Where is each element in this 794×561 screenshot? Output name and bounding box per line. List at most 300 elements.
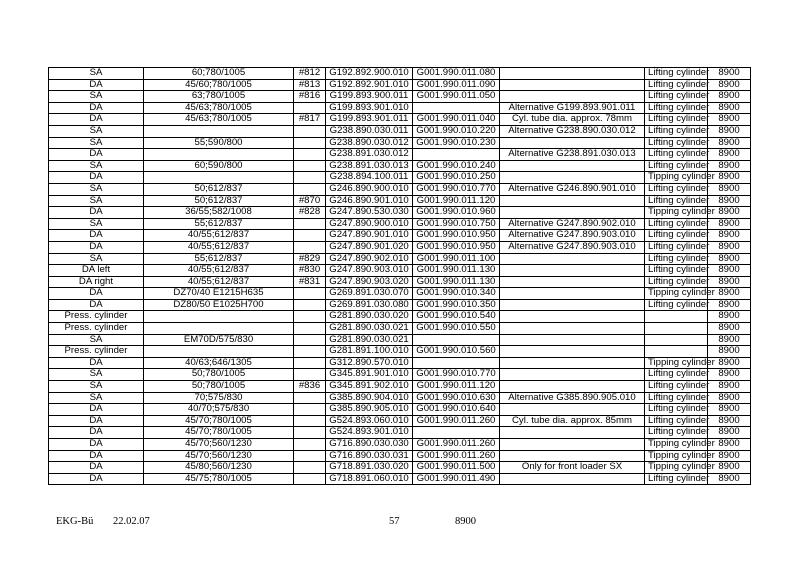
table-cell: G312.890.570.010	[326, 357, 413, 369]
table-cell: #828	[294, 207, 326, 219]
table-cell	[500, 137, 645, 149]
table-row	[49, 230, 751, 242]
table-cell: Tipping cylinder	[645, 207, 708, 219]
table-row	[49, 392, 751, 404]
table-cell: SA	[49, 334, 144, 346]
table-cell: Lifting cylinder	[645, 369, 708, 381]
table-row	[49, 381, 751, 393]
table-cell: DZ70/40 E1215H635	[144, 288, 294, 300]
table-row	[49, 265, 751, 277]
table-cell: G001.990.011.050	[413, 91, 500, 103]
table-cell: DA	[49, 114, 144, 126]
table-cell: SA	[49, 381, 144, 393]
table-cell: 8900	[708, 79, 751, 91]
table-cell: 8900	[708, 183, 751, 195]
table-cell: G385.890.905.010	[326, 404, 413, 416]
table-cell: G001.990.010.770	[413, 183, 500, 195]
table-row	[49, 79, 751, 91]
table-cell: DA	[49, 439, 144, 451]
table-cell: Tipping cylinder	[645, 172, 708, 184]
table-cell: DA	[49, 462, 144, 474]
table-cell: Lifting cylinder	[645, 183, 708, 195]
table-cell: Lifting cylinder	[645, 195, 708, 207]
table-cell	[294, 102, 326, 114]
table-cell	[645, 334, 708, 346]
table-cell	[500, 172, 645, 184]
table-cell: Lifting cylinder	[645, 79, 708, 91]
table-cell: 8900	[708, 218, 751, 230]
table-cell: SA	[49, 195, 144, 207]
table-cell: #830	[294, 265, 326, 277]
table-cell: DA	[49, 241, 144, 253]
table-cell	[294, 439, 326, 451]
table-cell: Alternative G247.890.903.010	[500, 241, 645, 253]
table-cell: G247.890.902.010	[326, 253, 413, 265]
table-cell: 36/55;582/1008	[144, 207, 294, 219]
table-row	[49, 253, 751, 265]
table-cell: 45/60;780/1005	[144, 79, 294, 91]
table-cell: Lifting cylinder	[645, 473, 708, 485]
table-cell: 40/55;612/837	[144, 276, 294, 288]
table-row	[49, 160, 751, 172]
table-cell	[144, 311, 294, 323]
table-cell: G001.990.011.100	[413, 253, 500, 265]
table-cell: Lifting cylinder	[645, 415, 708, 427]
table-row	[49, 114, 751, 126]
table-cell: DA	[49, 404, 144, 416]
table-cell: DA	[49, 230, 144, 242]
table-cell: G001.990.010.340	[413, 288, 500, 300]
table-cell: G001.990.011.040	[413, 114, 500, 126]
table-cell: Cyl. tube dia. approx. 85mm	[500, 415, 645, 427]
table-cell: Lifting cylinder	[645, 241, 708, 253]
table-cell: G001.990.010.630	[413, 392, 500, 404]
table-cell: G238.894.100.011	[326, 172, 413, 184]
table-cell: 45/80;560/1230	[144, 462, 294, 474]
table-cell	[294, 473, 326, 485]
table-cell: SA	[49, 369, 144, 381]
table-cell: 55;612/837	[144, 218, 294, 230]
table-cell	[645, 323, 708, 335]
table-cell: #813	[294, 79, 326, 91]
table-row	[49, 473, 751, 485]
table-cell	[294, 427, 326, 439]
table-cell: Alternative G199.893.901.011	[500, 102, 645, 114]
table-cell: 8900	[708, 125, 751, 137]
table-cell: 8900	[708, 415, 751, 427]
table-cell: 8900	[708, 149, 751, 161]
table-cell: G269.891.030.070	[326, 288, 413, 300]
table-cell: Lifting cylinder	[645, 276, 708, 288]
table-cell: 8900	[708, 323, 751, 335]
table-cell: DA	[49, 207, 144, 219]
parts-table	[48, 67, 751, 485]
table-cell: G238.891.030.012	[326, 149, 413, 161]
table-cell	[500, 346, 645, 358]
table-cell	[294, 450, 326, 462]
table-cell: G247.890.903.010	[326, 265, 413, 277]
table-cell	[645, 346, 708, 358]
table-cell: Lifting cylinder	[645, 137, 708, 149]
table-cell: G001.990.010.950	[413, 230, 500, 242]
table-cell: DA	[49, 415, 144, 427]
table-cell: G001.990.011.260	[413, 415, 500, 427]
table-cell: Press. cylinder	[49, 323, 144, 335]
table-cell	[500, 299, 645, 311]
table-row	[49, 288, 751, 300]
table-cell: #812	[294, 68, 326, 80]
table-cell	[413, 334, 500, 346]
table-cell: #870	[294, 195, 326, 207]
table-cell: 8900	[708, 172, 751, 184]
table-cell	[294, 404, 326, 416]
table-row	[49, 276, 751, 288]
table-cell: G001.990.011.500	[413, 462, 500, 474]
table-cell	[500, 265, 645, 277]
table-cell	[144, 172, 294, 184]
table-cell: #831	[294, 276, 326, 288]
table-cell	[294, 183, 326, 195]
table-cell: 8900	[708, 276, 751, 288]
table-cell	[413, 102, 500, 114]
table-cell	[294, 323, 326, 335]
table-cell: Tipping cylinder	[645, 450, 708, 462]
table-cell	[294, 218, 326, 230]
table-cell: 8900	[708, 381, 751, 393]
table-cell: 50;780/1005	[144, 369, 294, 381]
table-cell: G246.890.900.010	[326, 183, 413, 195]
table-row	[49, 462, 751, 474]
table-cell: 60;590/800	[144, 160, 294, 172]
table-cell: Press. cylinder	[49, 311, 144, 323]
table-cell: Lifting cylinder	[645, 114, 708, 126]
table-cell: 55;612/837	[144, 253, 294, 265]
table-cell: #816	[294, 91, 326, 103]
table-cell: G238.890.030.012	[326, 137, 413, 149]
table-cell: Alternative G247.890.903.010	[500, 230, 645, 242]
table-row	[49, 207, 751, 219]
table-cell	[294, 369, 326, 381]
table-cell: G001.990.011.130	[413, 276, 500, 288]
table-cell: DA	[49, 427, 144, 439]
table-cell: DA	[49, 473, 144, 485]
table-cell	[645, 311, 708, 323]
table-cell: G716.890.030.030	[326, 439, 413, 451]
table-cell: G281.891.100.010	[326, 346, 413, 358]
table-cell	[294, 160, 326, 172]
table-cell: 60;780/1005	[144, 68, 294, 80]
table-cell: G269.891.030.080	[326, 299, 413, 311]
table-cell: G001.990.011.490	[413, 473, 500, 485]
table-cell: 45/75;780/1005	[144, 473, 294, 485]
table-cell: G001.990.010.220	[413, 125, 500, 137]
table-cell	[294, 172, 326, 184]
table-cell: G001.990.010.640	[413, 404, 500, 416]
table-cell	[413, 427, 500, 439]
table-cell: Lifting cylinder	[645, 102, 708, 114]
table-cell	[500, 311, 645, 323]
table-cell: 45/70;560/1230	[144, 439, 294, 451]
table-cell: G246.890.901.010	[326, 195, 413, 207]
table-cell	[294, 241, 326, 253]
table-cell: G199.893.901.011	[326, 114, 413, 126]
table-cell: 8900	[708, 137, 751, 149]
table-cell	[500, 160, 645, 172]
table-cell: G247.890.903.020	[326, 276, 413, 288]
table-cell: G001.990.011.120	[413, 381, 500, 393]
table-row	[49, 323, 751, 335]
table-cell: Lifting cylinder	[645, 392, 708, 404]
table-cell	[144, 125, 294, 137]
table-cell: G001.990.011.090	[413, 79, 500, 91]
table-row	[49, 149, 751, 161]
table-cell: Alternative G246.890.901.010	[500, 183, 645, 195]
table-row	[49, 299, 751, 311]
table-cell: Alternative G238.890.030.012	[500, 125, 645, 137]
table-cell: Lifting cylinder	[645, 68, 708, 80]
table-cell: Tipping cylinder	[645, 439, 708, 451]
table-cell	[294, 137, 326, 149]
table-cell: #817	[294, 114, 326, 126]
table-cell: 8900	[708, 392, 751, 404]
table-cell	[500, 334, 645, 346]
table-cell	[294, 299, 326, 311]
table-cell: G238.890.030.011	[326, 125, 413, 137]
table-cell: 40/70;575/830	[144, 404, 294, 416]
table-cell: 50;780/1005	[144, 381, 294, 393]
table-cell: 8900	[708, 404, 751, 416]
table-cell: 45/63;780/1005	[144, 114, 294, 126]
table-cell: G524.893.901.010	[326, 427, 413, 439]
table-cell: DZ80/50 E1025H700	[144, 299, 294, 311]
table-cell: 8900	[708, 473, 751, 485]
table-cell: G001.990.010.560	[413, 346, 500, 358]
table-cell: SA	[49, 125, 144, 137]
table-row	[49, 427, 751, 439]
table-cell: 8900	[708, 195, 751, 207]
table-cell: 8900	[708, 230, 751, 242]
table-cell: G001.990.010.950	[413, 241, 500, 253]
table-cell: Lifting cylinder	[645, 404, 708, 416]
table-cell: Alternative G238.891.030.013	[500, 149, 645, 161]
table-cell: 8900	[708, 102, 751, 114]
table-cell	[500, 427, 645, 439]
table-cell	[144, 323, 294, 335]
table-row	[49, 346, 751, 358]
table-cell: Lifting cylinder	[645, 253, 708, 265]
table-row	[49, 68, 751, 80]
table-cell	[294, 311, 326, 323]
table-cell: 50;612/837	[144, 195, 294, 207]
table-cell	[500, 276, 645, 288]
table-cell: 8900	[708, 241, 751, 253]
table-cell: DA left	[49, 265, 144, 277]
table-row	[49, 450, 751, 462]
table-cell: G001.990.010.230	[413, 137, 500, 149]
table-cell: G001.990.010.250	[413, 172, 500, 184]
table-cell: DA	[49, 79, 144, 91]
table-cell: #836	[294, 381, 326, 393]
table-cell: Lifting cylinder	[645, 125, 708, 137]
table-cell	[294, 415, 326, 427]
table-cell	[144, 149, 294, 161]
table-cell: Alternative G247.890.902.010	[500, 218, 645, 230]
table-cell: SA	[49, 137, 144, 149]
table-cell	[500, 439, 645, 451]
table-row	[49, 137, 751, 149]
table-row	[49, 102, 751, 114]
table-row	[49, 91, 751, 103]
table-cell	[500, 288, 645, 300]
table-cell: G001.990.011.120	[413, 195, 500, 207]
table-cell: 8900	[708, 334, 751, 346]
table-cell	[294, 357, 326, 369]
table-cell: G281.890.030.021	[326, 334, 413, 346]
table-cell: SA	[49, 91, 144, 103]
table-cell	[294, 125, 326, 137]
table-cell: G192.892.901.010	[326, 79, 413, 91]
footer-code: 8900	[455, 516, 476, 527]
table-cell: G001.990.010.350	[413, 299, 500, 311]
table-cell: G385.890.904.010	[326, 392, 413, 404]
table-cell: G247.890.530.030	[326, 207, 413, 219]
table-cell: G718.891.030.020	[326, 462, 413, 474]
table-cell	[294, 462, 326, 474]
table-cell: DA	[49, 288, 144, 300]
table-cell: Lifting cylinder	[645, 91, 708, 103]
table-cell: G001.990.010.240	[413, 160, 500, 172]
table-cell: 8900	[708, 114, 751, 126]
table-cell: SA	[49, 160, 144, 172]
table-cell	[500, 404, 645, 416]
table-cell: 8900	[708, 160, 751, 172]
table-cell: G192.892.900.010	[326, 68, 413, 80]
table-cell: G281.890.030.020	[326, 311, 413, 323]
table-cell: SA	[49, 253, 144, 265]
table-cell: DA	[49, 172, 144, 184]
table-cell: Only for front loader SX	[500, 462, 645, 474]
table-cell: DA right	[49, 276, 144, 288]
table-cell: G345.891.901.010	[326, 369, 413, 381]
table-row	[49, 125, 751, 137]
table-row	[49, 404, 751, 416]
table-row	[49, 415, 751, 427]
table-cell: Lifting cylinder	[645, 149, 708, 161]
table-cell	[500, 91, 645, 103]
table-cell: G716.890.030.031	[326, 450, 413, 462]
table-cell: G718.891.060.010	[326, 473, 413, 485]
table-cell: G281.890.030.021	[326, 323, 413, 335]
table-cell	[294, 392, 326, 404]
table-cell	[500, 207, 645, 219]
table-cell: Lifting cylinder	[645, 299, 708, 311]
table-cell	[500, 473, 645, 485]
table-cell: DA	[49, 357, 144, 369]
table-cell: Cyl. tube dia. approx. 78mm	[500, 114, 645, 126]
table-cell	[500, 68, 645, 80]
table-cell	[413, 149, 500, 161]
table-cell: 8900	[708, 357, 751, 369]
footer-page-number: 57	[389, 516, 400, 527]
table-cell: Alternative G385.890.905.010	[500, 392, 645, 404]
table-row	[49, 172, 751, 184]
table-cell: 50;612/837	[144, 183, 294, 195]
table-cell: G238.891.030.013	[326, 160, 413, 172]
table-cell: 55;590/800	[144, 137, 294, 149]
table-cell: 63;780/1005	[144, 91, 294, 103]
table-cell: #829	[294, 253, 326, 265]
table-cell: 8900	[708, 253, 751, 265]
table-cell	[500, 195, 645, 207]
table-cell	[294, 346, 326, 358]
table-cell: Tipping cylinder	[645, 288, 708, 300]
table-cell	[294, 288, 326, 300]
table-cell	[500, 450, 645, 462]
table-row	[49, 195, 751, 207]
table-cell	[500, 381, 645, 393]
table-cell: Lifting cylinder	[645, 218, 708, 230]
table-cell: 45/70;780/1005	[144, 427, 294, 439]
table-cell: G001.990.011.260	[413, 450, 500, 462]
table-cell: G001.990.010.550	[413, 323, 500, 335]
table-cell: 8900	[708, 288, 751, 300]
table-cell: 8900	[708, 439, 751, 451]
table-cell: G001.990.011.260	[413, 439, 500, 451]
table-cell: 8900	[708, 265, 751, 277]
table-cell: 40/55;612/837	[144, 230, 294, 242]
table-cell: G247.890.901.010	[326, 230, 413, 242]
table-cell	[294, 149, 326, 161]
table-row	[49, 357, 751, 369]
table-cell: G247.890.901.020	[326, 241, 413, 253]
table-cell: SA	[49, 183, 144, 195]
table-cell: EM70D/575/830	[144, 334, 294, 346]
table-row	[49, 183, 751, 195]
table-row	[49, 334, 751, 346]
table-cell: DA	[49, 299, 144, 311]
table-cell: 8900	[708, 369, 751, 381]
table-cell: Lifting cylinder	[645, 160, 708, 172]
table-cell	[413, 357, 500, 369]
table-cell: 8900	[708, 299, 751, 311]
table-row	[49, 241, 751, 253]
table-cell: 8900	[708, 346, 751, 358]
table-cell: DA	[49, 149, 144, 161]
table-cell	[500, 253, 645, 265]
table-cell: SA	[49, 68, 144, 80]
table-cell: 8900	[708, 427, 751, 439]
table-cell: 40/63;646/1305	[144, 357, 294, 369]
table-cell	[294, 334, 326, 346]
table-cell: Tipping cylinder	[645, 357, 708, 369]
table-cell: Lifting cylinder	[645, 230, 708, 242]
table-row	[49, 218, 751, 230]
footer-author: EKG-Bü	[56, 516, 94, 527]
table-cell: DA	[49, 102, 144, 114]
table-row	[49, 369, 751, 381]
table-cell: G001.990.011.080	[413, 68, 500, 80]
table-cell: G247.890.900.010	[326, 218, 413, 230]
table-cell: G199.893.900.011	[326, 91, 413, 103]
table-cell: Tipping cylinder	[645, 462, 708, 474]
table-cell: G001.990.010.540	[413, 311, 500, 323]
table-cell: G001.990.010.770	[413, 369, 500, 381]
table-cell: Press. cylinder	[49, 346, 144, 358]
table-cell	[294, 230, 326, 242]
table-cell: 40/55;612/837	[144, 265, 294, 277]
table-cell: G199.893.901.010	[326, 102, 413, 114]
footer-date: 22.02.07	[113, 516, 150, 527]
